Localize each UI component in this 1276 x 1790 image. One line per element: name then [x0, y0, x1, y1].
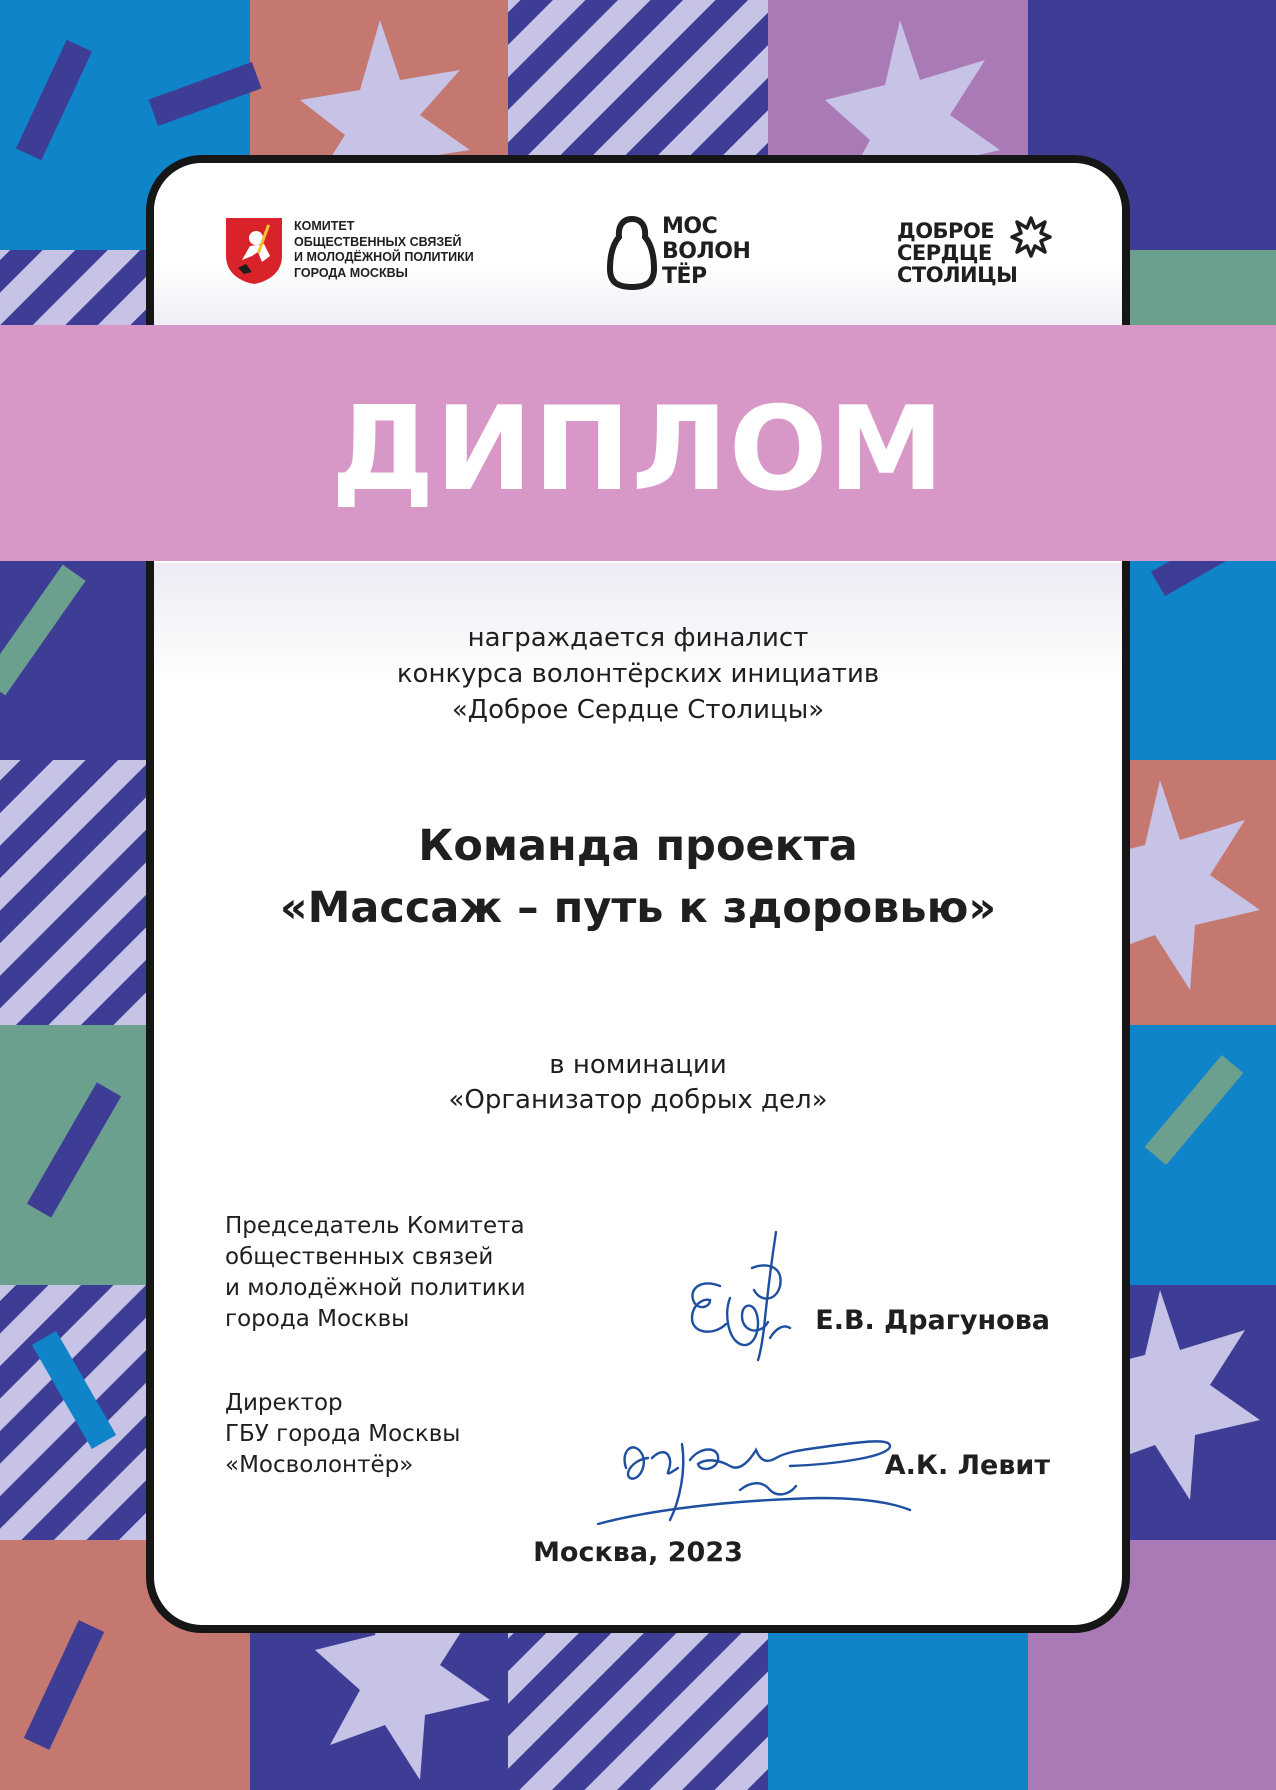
signature-levit [590, 1420, 925, 1525]
mosvolonter-logo-text: МОС ВОЛОН ТЁР [662, 214, 751, 289]
place-year: Москва, 2023 [533, 1537, 743, 1568]
recipient-name: Команда проекта «Массаж – путь к здоровью» [279, 821, 997, 933]
mosvolonter-logo-icon [606, 215, 658, 291]
star-burst-icon [1010, 216, 1052, 258]
dobroe-serdce-logo-text: ДОБРОЕ СЕРДЦЕ СТОЛИЦЫ [897, 219, 1018, 287]
signature-dragunova [680, 1228, 800, 1362]
signatory-role-2: Директор ГБУ города Москвы «Мосволонтёр» [225, 1390, 461, 1478]
moscow-coat-of-arms-icon [224, 216, 284, 286]
signatory-role-1: Председатель Комитета общественных связей и молодёжной политики города Москвы [225, 1213, 526, 1332]
awarded-text: награждается финалист конкурса волонтёрских инициатив «Доброе Сердце Столицы» [396, 623, 880, 725]
committee-logo-text: КОМИТЕТ ОБЩЕСТВЕННЫХ СВЯЗЕЙ И МОЛОДЁЖНОЙ ПОЛИТИКИ ГОРОДА МОСКВЫ [294, 219, 474, 280]
signatory-name-2: А.К. Левит [884, 1450, 1050, 1481]
diploma-title: ДИПЛОМ [331, 382, 945, 517]
nomination-text: в номинации «Организатор добрых дел» [448, 1050, 828, 1115]
signatory-name-1: Е.В. Драгунова [815, 1305, 1050, 1336]
